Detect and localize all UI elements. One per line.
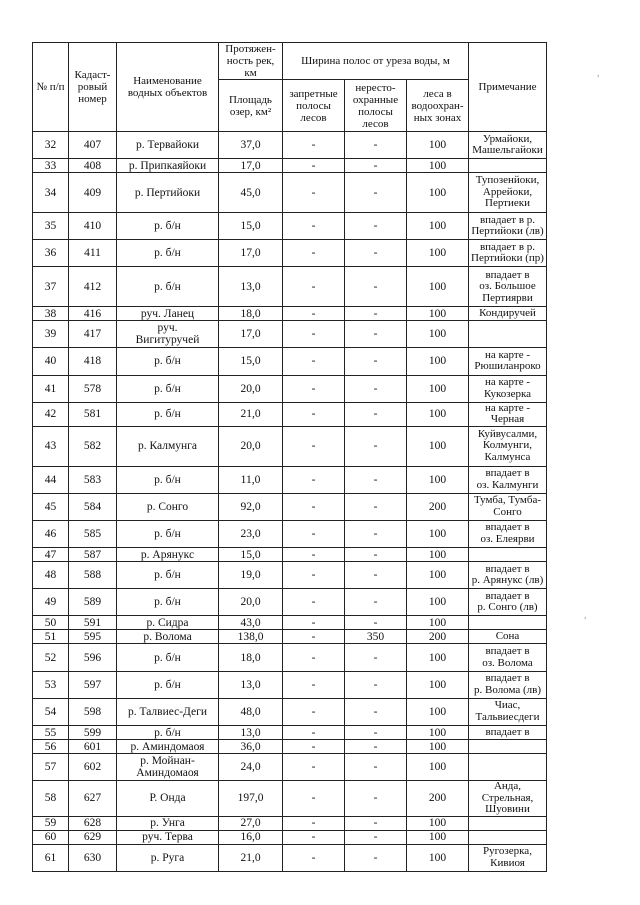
cell-forest: 100: [407, 212, 469, 239]
header-note: Примечание: [469, 43, 547, 132]
cell-length: 21,0: [219, 402, 283, 426]
cell-num: 41: [33, 375, 69, 402]
cell-forest: 100: [407, 307, 469, 321]
cell-num: 49: [33, 589, 69, 616]
cell-note: [469, 616, 547, 630]
cell-length: 138,0: [219, 630, 283, 644]
cell-spawn: -: [345, 493, 407, 520]
cell-length: 13,0: [219, 267, 283, 307]
table-row: [33, 754, 547, 781]
cell-cadastral: 597: [69, 671, 117, 698]
cell-spawn: -: [345, 754, 407, 781]
cell-length: 48,0: [219, 698, 283, 725]
cell-num: 56: [33, 740, 69, 754]
cell-length: 43,0: [219, 616, 283, 630]
cell-name: р. б/н: [117, 562, 219, 589]
cell-cadastral: 409: [69, 173, 117, 213]
table-row: [33, 132, 547, 159]
cell-cadastral: 591: [69, 616, 117, 630]
header-width: Ширина полос от уреза воды, м: [283, 43, 469, 80]
cell-note: впадает в р. Волома (лв): [469, 671, 547, 698]
cell-forbidden: -: [283, 493, 345, 520]
cell-note: Чиас, Тальвиесдеги: [469, 698, 547, 725]
cell-note: впадает в р. Сонго (лв): [469, 589, 547, 616]
cell-spawn: -: [345, 307, 407, 321]
cell-forbidden: -: [283, 754, 345, 781]
cell-name: р. Волома: [117, 630, 219, 644]
cell-cadastral: 418: [69, 348, 117, 375]
cell-forbidden: -: [283, 844, 345, 871]
cell-spawn: -: [345, 589, 407, 616]
table-row: [33, 159, 547, 173]
cell-cadastral: 596: [69, 644, 117, 671]
cell-length: 11,0: [219, 466, 283, 493]
cell-name: р. б/н: [117, 267, 219, 307]
cell-note: [469, 321, 547, 348]
cell-forest: 100: [407, 726, 469, 740]
cell-spawn: -: [345, 844, 407, 871]
cell-cadastral: 628: [69, 816, 117, 830]
cell-note: Ругозерка, Кивиоя: [469, 844, 547, 871]
table-body: [33, 132, 547, 872]
cell-cadastral: 581: [69, 402, 117, 426]
cell-spawn: -: [345, 740, 407, 754]
cell-spawn: -: [345, 671, 407, 698]
cell-name: руч. Терва: [117, 830, 219, 844]
cell-num: 47: [33, 548, 69, 562]
cell-cadastral: 585: [69, 520, 117, 547]
cell-length: 15,0: [219, 548, 283, 562]
cell-num: 59: [33, 816, 69, 830]
cell-forbidden: -: [283, 740, 345, 754]
cell-spawn: -: [345, 402, 407, 426]
cell-name: р. б/н: [117, 212, 219, 239]
cell-cadastral: 629: [69, 830, 117, 844]
cell-spawn: -: [345, 698, 407, 725]
cell-note: впадает в р. Пертийоки (лв): [469, 212, 547, 239]
cell-note: Куйвусалми, Колмунги, Калмунса: [469, 426, 547, 466]
cell-num: 53: [33, 671, 69, 698]
cell-spawn: -: [345, 240, 407, 267]
cell-spawn: -: [345, 816, 407, 830]
cell-note: [469, 754, 547, 781]
table-row: [33, 726, 547, 740]
cell-forbidden: -: [283, 240, 345, 267]
cell-cadastral: 587: [69, 548, 117, 562]
cell-forest: 100: [407, 698, 469, 725]
cell-cadastral: 588: [69, 562, 117, 589]
header-spawn: нересто-охранные полосы лесов: [345, 80, 407, 132]
header-area: Площадь озер, км²: [219, 80, 283, 132]
cell-forest: 100: [407, 562, 469, 589]
cell-forbidden: -: [283, 267, 345, 307]
cell-note: впадает в оз. Елеярви: [469, 520, 547, 547]
cell-forest: 100: [407, 754, 469, 781]
cell-length: 17,0: [219, 240, 283, 267]
cell-num: 36: [33, 240, 69, 267]
cell-length: 18,0: [219, 644, 283, 671]
cell-length: 18,0: [219, 307, 283, 321]
cell-length: 16,0: [219, 830, 283, 844]
cell-note: впадает в оз. Большое Пертиярви: [469, 267, 547, 307]
cell-spawn: -: [345, 562, 407, 589]
cell-forbidden: -: [283, 348, 345, 375]
cell-num: 44: [33, 466, 69, 493]
table-row: [33, 520, 547, 547]
table-row: [33, 493, 547, 520]
cell-forbidden: -: [283, 307, 345, 321]
cell-note: [469, 830, 547, 844]
cell-cadastral: 602: [69, 754, 117, 781]
cell-num: 43: [33, 426, 69, 466]
cell-cadastral: 411: [69, 240, 117, 267]
table-row: [33, 781, 547, 817]
cell-forest: 100: [407, 548, 469, 562]
cell-length: 15,0: [219, 348, 283, 375]
cell-spawn: -: [345, 132, 407, 159]
cell-name: р. б/н: [117, 671, 219, 698]
table-row: [33, 426, 547, 466]
cell-length: 23,0: [219, 520, 283, 547]
cell-forbidden: -: [283, 644, 345, 671]
cell-note: на карте - Кукозерка: [469, 375, 547, 402]
header-forest: леса в водоохран-ных зонах: [407, 80, 469, 132]
cell-note: на карте - Черная: [469, 402, 547, 426]
cell-note: Урмайоки, Машельгайоки: [469, 132, 547, 159]
water-objects-table: [32, 42, 547, 872]
cell-length: 45,0: [219, 173, 283, 213]
cell-num: 34: [33, 173, 69, 213]
cell-length: 27,0: [219, 816, 283, 830]
cell-length: 17,0: [219, 159, 283, 173]
cell-spawn: -: [345, 466, 407, 493]
cell-name: р. б/н: [117, 402, 219, 426]
cell-num: 35: [33, 212, 69, 239]
cell-cadastral: 589: [69, 589, 117, 616]
cell-spawn: -: [345, 375, 407, 402]
cell-forbidden: -: [283, 321, 345, 348]
cell-spawn: -: [345, 830, 407, 844]
table-row: [33, 644, 547, 671]
cell-note: [469, 740, 547, 754]
cell-name: р. б/н: [117, 375, 219, 402]
cell-name: Р. Онда: [117, 781, 219, 817]
header-num: № п/п: [33, 43, 69, 132]
cell-name: р. Припкаяйоки: [117, 159, 219, 173]
cell-forest: 200: [407, 781, 469, 817]
cell-num: 57: [33, 754, 69, 781]
cell-note: Кондиручей: [469, 307, 547, 321]
cell-name: р. Аминдомаоя: [117, 740, 219, 754]
cell-name: р. Сонго: [117, 493, 219, 520]
table-row: [33, 375, 547, 402]
cell-num: 32: [33, 132, 69, 159]
header-forbidden: запретные полосы лесов: [283, 80, 345, 132]
table-row: [33, 698, 547, 725]
cell-forbidden: -: [283, 562, 345, 589]
table-row: [33, 402, 547, 426]
cell-name: р. Тервайоки: [117, 132, 219, 159]
cell-num: 61: [33, 844, 69, 871]
table-row: [33, 830, 547, 844]
cell-forbidden: -: [283, 616, 345, 630]
cell-name: р. б/н: [117, 466, 219, 493]
cell-length: 15,0: [219, 212, 283, 239]
cell-forbidden: -: [283, 671, 345, 698]
cell-note: Сона: [469, 630, 547, 644]
table-row: [33, 671, 547, 698]
cell-length: 13,0: [219, 671, 283, 698]
cell-length: 36,0: [219, 740, 283, 754]
cell-cadastral: 417: [69, 321, 117, 348]
cell-cadastral: 416: [69, 307, 117, 321]
cell-num: 45: [33, 493, 69, 520]
cell-name: р. б/н: [117, 644, 219, 671]
table-row: [33, 240, 547, 267]
cell-cadastral: 584: [69, 493, 117, 520]
header-name: Наименование водных объектов: [117, 43, 219, 132]
cell-forbidden: -: [283, 173, 345, 213]
cell-num: 46: [33, 520, 69, 547]
cell-forbidden: -: [283, 212, 345, 239]
cell-cadastral: 407: [69, 132, 117, 159]
cell-num: 54: [33, 698, 69, 725]
cell-forbidden: -: [283, 726, 345, 740]
cell-num: 48: [33, 562, 69, 589]
cell-spawn: -: [345, 726, 407, 740]
cell-note: [469, 159, 547, 173]
cell-num: 38: [33, 307, 69, 321]
cell-num: 52: [33, 644, 69, 671]
cell-length: 37,0: [219, 132, 283, 159]
cell-spawn: -: [345, 426, 407, 466]
cell-forest: 100: [407, 844, 469, 871]
cell-length: 20,0: [219, 589, 283, 616]
cell-length: 20,0: [219, 375, 283, 402]
cell-spawn: -: [345, 616, 407, 630]
cell-length: 21,0: [219, 844, 283, 871]
table-row: [33, 212, 547, 239]
cell-forbidden: -: [283, 630, 345, 644]
cell-forbidden: -: [283, 375, 345, 402]
cell-length: 19,0: [219, 562, 283, 589]
cell-forbidden: -: [283, 548, 345, 562]
cell-cadastral: 412: [69, 267, 117, 307]
cell-num: 40: [33, 348, 69, 375]
cell-name: р. Талвиес-Деги: [117, 698, 219, 725]
cell-forbidden: -: [283, 402, 345, 426]
cell-cadastral: 630: [69, 844, 117, 871]
cell-forest: 100: [407, 240, 469, 267]
cell-forbidden: -: [283, 466, 345, 493]
header-cadastral: Кадаст-ровый номер: [69, 43, 117, 132]
cell-note: впадает в оз. Калмунги: [469, 466, 547, 493]
cell-forest: 100: [407, 375, 469, 402]
cell-name: руч. Вигитуручей: [117, 321, 219, 348]
cell-cadastral: 595: [69, 630, 117, 644]
cell-spawn: -: [345, 267, 407, 307]
cell-forbidden: -: [283, 159, 345, 173]
cell-num: 60: [33, 830, 69, 844]
cell-name: р. б/н: [117, 348, 219, 375]
cell-name: р. Руга: [117, 844, 219, 871]
cell-spawn: -: [345, 348, 407, 375]
cell-length: 13,0: [219, 726, 283, 740]
cell-forbidden: -: [283, 132, 345, 159]
cell-forest: 100: [407, 132, 469, 159]
cell-cadastral: 601: [69, 740, 117, 754]
cell-cadastral: 408: [69, 159, 117, 173]
table-row: [33, 348, 547, 375]
cell-note: впадает в: [469, 726, 547, 740]
cell-note: [469, 816, 547, 830]
cell-note: Тупозенйоки, Аррейоки, Пертиеки: [469, 173, 547, 213]
cell-note: Тумба, Тумба- Сонго: [469, 493, 547, 520]
table-row: [33, 816, 547, 830]
table-row: [33, 616, 547, 630]
cell-forest: 100: [407, 816, 469, 830]
cell-forbidden: -: [283, 426, 345, 466]
cell-length: 20,0: [219, 426, 283, 466]
cell-forest: 200: [407, 630, 469, 644]
cell-forbidden: -: [283, 816, 345, 830]
cell-name: руч. Ланец: [117, 307, 219, 321]
table-row: [33, 740, 547, 754]
cell-num: 37: [33, 267, 69, 307]
cell-num: 55: [33, 726, 69, 740]
header-length: Протяжен-ность рек, км: [219, 43, 283, 80]
cell-forest: 100: [407, 616, 469, 630]
cell-forest: 100: [407, 520, 469, 547]
cell-num: 33: [33, 159, 69, 173]
cell-forest: 100: [407, 589, 469, 616]
cell-forest: 100: [407, 159, 469, 173]
cell-num: 51: [33, 630, 69, 644]
table-row: [33, 548, 547, 562]
table-row: [33, 173, 547, 213]
cell-forest: 100: [407, 402, 469, 426]
cell-spawn: -: [345, 212, 407, 239]
cell-cadastral: 410: [69, 212, 117, 239]
cell-note: на карте - Рюшиланроко: [469, 348, 547, 375]
cell-name: р. б/н: [117, 726, 219, 740]
cell-forbidden: -: [283, 589, 345, 616]
cell-cadastral: 627: [69, 781, 117, 817]
cell-forest: 100: [407, 348, 469, 375]
cell-forest: 100: [407, 173, 469, 213]
cell-forest: 100: [407, 426, 469, 466]
cell-forest: 100: [407, 671, 469, 698]
table-row: [33, 466, 547, 493]
table-row: [33, 267, 547, 307]
table-row: [33, 307, 547, 321]
cell-forbidden: -: [283, 698, 345, 725]
cell-spawn: -: [345, 781, 407, 817]
cell-length: 92,0: [219, 493, 283, 520]
cell-cadastral: 599: [69, 726, 117, 740]
cell-spawn: -: [345, 548, 407, 562]
cell-cadastral: 583: [69, 466, 117, 493]
cell-note: [469, 548, 547, 562]
cell-spawn: -: [345, 159, 407, 173]
cell-forest: 100: [407, 267, 469, 307]
scan-mark: ,: [597, 68, 600, 79]
cell-spawn: -: [345, 644, 407, 671]
cell-forest: 100: [407, 830, 469, 844]
cell-note: впадает в р. Арянукс (лв): [469, 562, 547, 589]
cell-num: 58: [33, 781, 69, 817]
cell-length: 197,0: [219, 781, 283, 817]
cell-forbidden: -: [283, 781, 345, 817]
cell-note: Анда, Стрельная, Шуовини: [469, 781, 547, 817]
cell-name: р. Сидра: [117, 616, 219, 630]
cell-name: р. Арянукс: [117, 548, 219, 562]
cell-cadastral: 578: [69, 375, 117, 402]
cell-name: р. Калмунга: [117, 426, 219, 466]
cell-forest: 100: [407, 644, 469, 671]
cell-num: 42: [33, 402, 69, 426]
cell-name: р. б/н: [117, 520, 219, 547]
cell-forbidden: -: [283, 520, 345, 547]
scan-mark: ,: [584, 610, 587, 621]
cell-note: впадает в р. Пертийоки (пр): [469, 240, 547, 267]
cell-spawn: 350: [345, 630, 407, 644]
table-row: [33, 562, 547, 589]
cell-length: 24,0: [219, 754, 283, 781]
table-row: [33, 321, 547, 348]
cell-name: р. Мойнан- Аминдомаоя: [117, 754, 219, 781]
cell-name: р. б/н: [117, 240, 219, 267]
cell-spawn: -: [345, 321, 407, 348]
cell-cadastral: 598: [69, 698, 117, 725]
cell-note: впадает в оз. Волома: [469, 644, 547, 671]
table-row: [33, 844, 547, 871]
cell-num: 39: [33, 321, 69, 348]
cell-name: р. Пертийоки: [117, 173, 219, 213]
cell-spawn: -: [345, 520, 407, 547]
cell-forest: 100: [407, 466, 469, 493]
cell-forest: 100: [407, 321, 469, 348]
cell-num: 50: [33, 616, 69, 630]
cell-forbidden: -: [283, 830, 345, 844]
table-row: [33, 630, 547, 644]
cell-length: 17,0: [219, 321, 283, 348]
cell-spawn: -: [345, 173, 407, 213]
cell-cadastral: 582: [69, 426, 117, 466]
cell-forest: 100: [407, 740, 469, 754]
cell-name: р. Унга: [117, 816, 219, 830]
cell-forest: 200: [407, 493, 469, 520]
table-row: [33, 589, 547, 616]
cell-name: р. б/н: [117, 589, 219, 616]
